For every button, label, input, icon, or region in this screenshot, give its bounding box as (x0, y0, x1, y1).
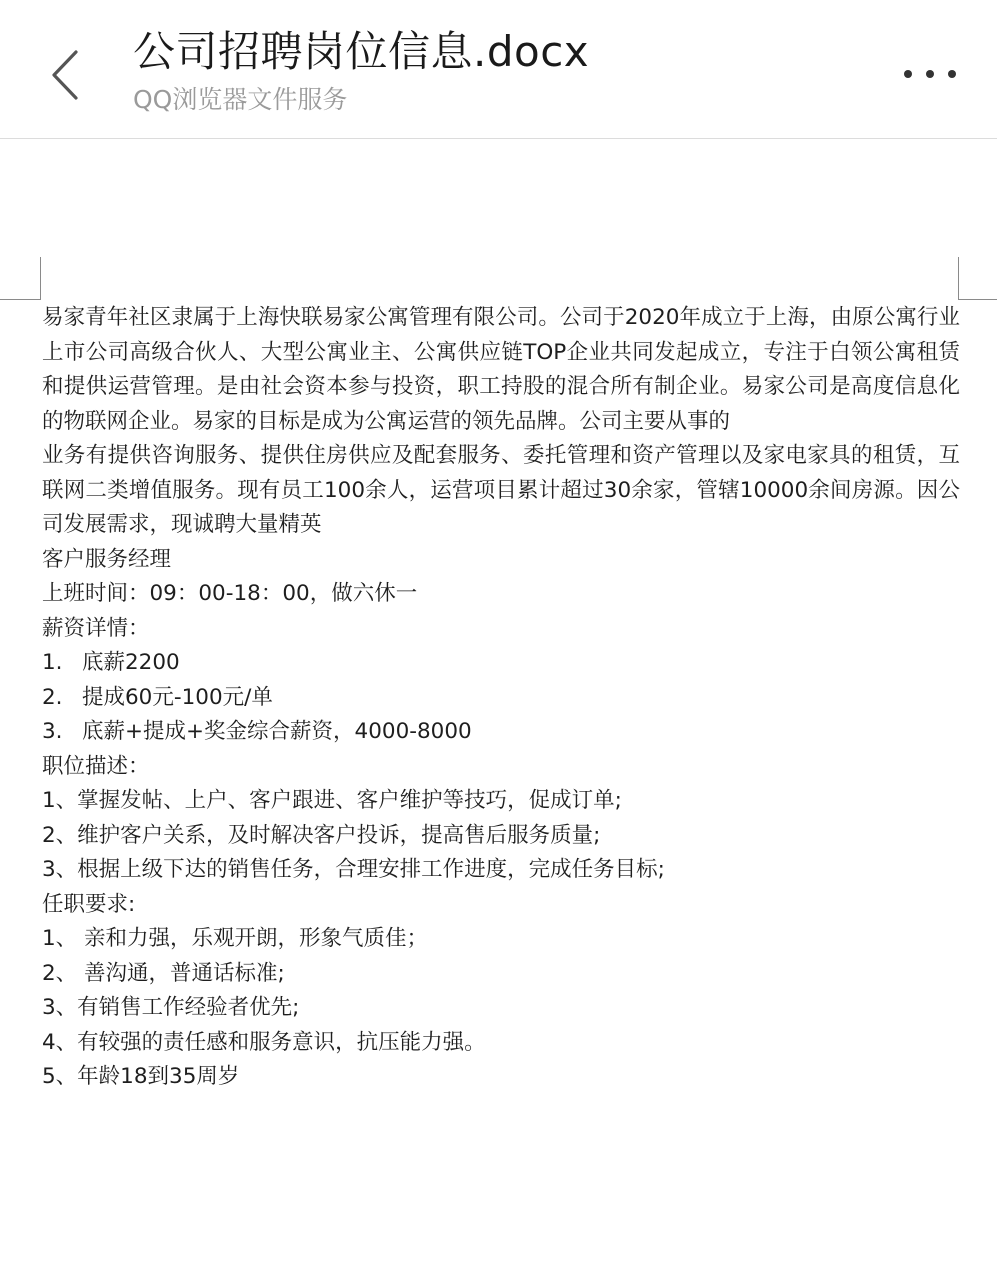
top-app-bar (0, 0, 997, 139)
intro-paragraph-2: 业务有提供咨询服务、提供住房供应及配套服务、委托管理和资产管理以及家电家具的租赁，互联网二类增值服务。现有员工100余人，运营项目累计超过30余家，管辖10000余间房源。因公司发展需求，现诚聘大量精英 (42, 443, 960, 537)
salary-item (42, 646, 960, 681)
more-options-button[interactable] (895, 56, 965, 92)
document-body (42, 301, 960, 1095)
chevron-left-icon (38, 40, 98, 110)
position-title: 客户服务经理 (42, 546, 172, 572)
duty-item: 3、根据上级下达的销售任务，合理安排工作进度，完成任务目标; (42, 857, 665, 882)
document-source-subtitle: QQ浏览器文件服务 (133, 85, 348, 114)
requirement-item: 1、 亲和力强，乐观开朗，形象气质佳； (42, 926, 429, 951)
page-margin-corner-right (958, 257, 997, 300)
salary-item-text: 提成60元-100元/单 (82, 684, 273, 710)
salary-item-number: 1. (42, 650, 63, 675)
duty-item: 2、维护客户关系，及时解决客户投诉，提高售后服务质量; (42, 822, 601, 848)
requirement-item: 2、 善沟通，普通话标准; (42, 960, 285, 986)
document-title: 公司招聘岗位信息.docx (133, 27, 590, 76)
page-margin-corner-left (0, 257, 41, 300)
back-button[interactable] (38, 40, 98, 110)
salary-item-number: 2. (42, 684, 63, 710)
work-hours: 上班时间：09：00-18：00，做六休一 (42, 581, 418, 606)
salary-item-text: 底薪2200 (82, 650, 180, 675)
salary-item-text: 底薪+提成+奖金综合薪资，4000-8000 (82, 719, 472, 744)
salary-item-number: 3. (42, 719, 63, 744)
more-horizontal-icon (895, 56, 965, 92)
salary-item (42, 681, 960, 716)
requirement-item: 3、有销售工作经验者优先; (42, 995, 300, 1020)
duty-item: 1、掌握发帖、上户、客户跟进、客户维护等技巧，促成订单; (42, 788, 622, 813)
duties-heading: 职位描述： (42, 753, 150, 779)
salary-item (42, 715, 960, 750)
document-page[interactable] (0, 140, 997, 1280)
salary-heading: 薪资详情： (42, 615, 150, 641)
requirements-heading: 任职要求: (42, 891, 136, 917)
intro-paragraph-1: 易家青年社区隶属于上海快联易家公寓管理有限公司。公司于2020年成立于上海，由原公寓行业上市公司高级合伙人、大型公寓业主、公寓供应链TOP企业共同发起成立，专注于白领公寓租赁和提供运营管理。是由社会资本参与投资，职工持股的混合所有制企业。易家公司是高度信息化的物联网企业。易家的目标是成为公寓运营的领先品牌。公司主要从事的 (42, 305, 960, 434)
requirement-item: 4、有较强的责任感和服务意识，抗压能力强。 (42, 1029, 486, 1055)
requirement-item: 5、年龄18到35周岁 (42, 1064, 240, 1089)
